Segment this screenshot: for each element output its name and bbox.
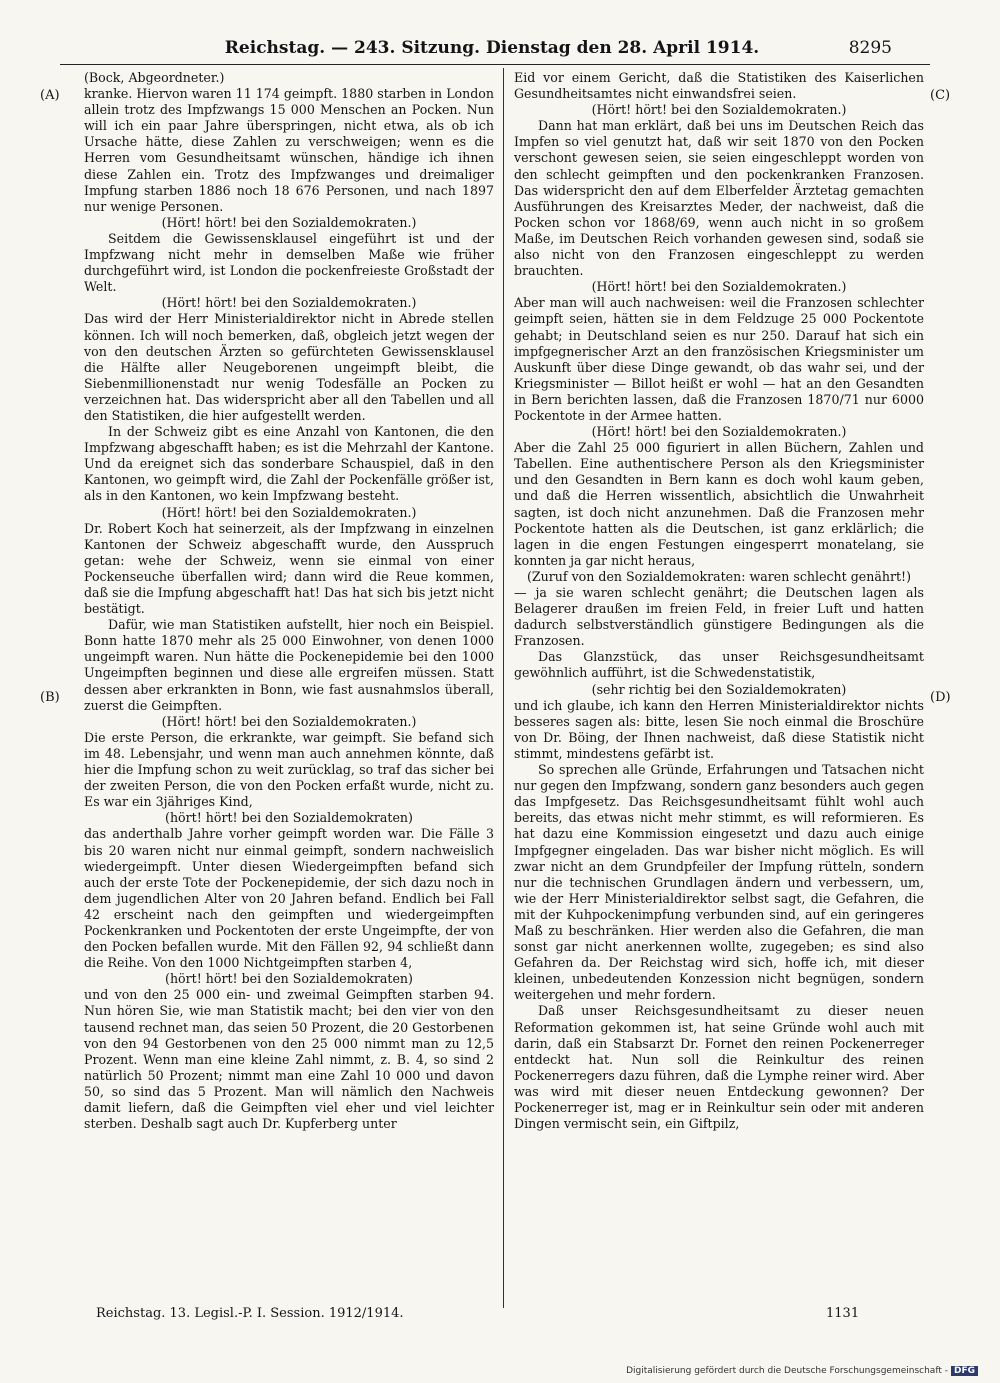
page-header: [92, 38, 892, 60]
paragraph: Das wird der Herr Ministerialdirektor nicht in Abrede stellen können. Ich will noch bemerken, daß, obgleich jetzt wegen der von den deutschen Ärzten so gefürchteten Gewissensklausel die Hälfte aller Neugeborenen ungeimpft bleibt, die Siebenmillionenstadt nur wenig Todesfälle an Pocken zu verzeichnen hat. Das widerspricht aber all den Tabellen und all den Statistiken, die hier aufgestellt werden.: [84, 311, 494, 423]
paragraph: Das Glanzstück, das unser Reichsgesundheitsamt gewöhnlich aufführt, ist die Schwedenstatistik,: [514, 649, 924, 681]
paragraph: Aber die Zahl 25 000 figuriert in allen Büchern, Zahlen und Tabellen. Eine authentischere Person als den Kriegsminister und den Gesandten in Bern kann es doch wohl kaum geben, und daß die Herren wissentlich, absichtlich die Unwahrheit sagten, ist doch nicht anzunehmen. Daß die Franzosen mehr Pockentote hatten als die Deutschen, ist ganz erklärlich; die lagen in die engen Festungen eingesperrt monatelang, sie konnten ja gar nicht heraus,: [514, 440, 924, 568]
paragraph: und von den 25 000 ein- und zweimal Geimpften starben 94. Nun hören Sie, wie man Statistik macht; bei den vier von den tausend rechnet man, das seien 50 Prozent, die 20 Gestorbenen von den 94 Gestorbenen von den 25 000 nimmt man zu 12,5 Prozent. Wenn man eine kleine Zahl nimmt, z. B. 4, so sind 2 natürlich 50 Prozent; nimmt man eine Zahl 10 000 und davon 50, so sind das 5 Prozent. Man will nämlich den Nachweis damit liefern, daß die Geimpften viel eher und viel leichter sterben. Deshalb sagt auch Dr. Kupferberg unter: [84, 987, 494, 1132]
paragraph: So sprechen alle Gründe, Erfahrungen und Tatsachen nicht nur gegen den Impfzwang, sondern ganz besonders auch gegen das Impfgesetz. Das Reichsgesundheitsamt fühlt wohl auch bereits, das etwas nicht mehr stimmt, es will reformieren. Es hat dazu eine Kommission eingesetzt und dazu auch einige Impfgegner eingeladen. Das war bisher nicht möglich. Es will zwar nicht an dem Grundpfeiler der Impfung rütteln, sondern nur die technischen Grundlagen ändern und verbessern, um, wie der Herr Ministerialdirektor selbst sagt, die Gefahren, die mit der Kuhpockenimpfung verbunden sind, auf ein geringeres Maß zu beschränken. Hier werden also die Gefahren, die man sonst gar nicht anerkennen wollte, zugegeben; es sind also Gefahren da. Der Reichstag wird sich, hoffe ich, mit dieser kleinen, unbedeutenden Konzession nicht begnügen, sondern weitergehen und mehr fordern.: [514, 762, 924, 1003]
paragraph: Aber man will auch nachweisen: weil die Franzosen schlechter geimpft seien, hätten sie in dem Feldzuge 25 000 Pockentote gehabt; in Deutschland seien es nur 250. Darauf hat sich ein impfgegnerischer Arzt an den französischen Kriegsminister um Auskunft über diese Dinge gewandt, ob das wahr sei, und der Kriegsminister — Billot heißt er wohl — hat an den Gesandten in Bern berichten lassen, daß die Franzosen 1870/71 nur 6000 Pockentote in der Armee hatten.: [514, 295, 924, 423]
right-column: [514, 70, 924, 1296]
paragraph: — ja sie waren schlecht genährt; die Deutschen lagen als Belagerer draußen im freien Feld, in freier Luft und hatten dadurch selbstverständlich günstigere Bedingungen als die Franzosen.: [514, 585, 924, 649]
interjection: (Hört! hört! bei den Sozialdemokraten.): [591, 424, 847, 440]
paragraph: das anderthalb Jahre vorher geimpft worden war. Die Fälle 3 bis 20 waren nicht nur einmal geimpft, sondern nachweislich wiedergeimpft. Unter diesen Wiedergeimpften befand sich auch der erste Tote der Pockenepidemie, der sich dazu noch in dem jugendlichen Alter von 20 Jahren befand. Endlich bei Fall 42 erscheint nach den geimpften und wiedergeimpften Pockenkranken und Pockentoten der erste Ungeimpfte, der von den Pocken befallen wurde. Mit den Fällen 92, 94 schließt dann die Reihe. Von den 1000 Nichtgeimpften starben 4,: [84, 826, 494, 971]
interjection: (hört! hört! bei den Sozialdemokraten): [165, 971, 413, 987]
paragraph: Dr. Robert Koch hat seinerzeit, als der Impfzwang in einzelnen Kantonen der Schweiz abgeschafft wurde, den Ausspruch getan: wehe der Schweiz, wenn sie einmal von einer Pockenseuche überfallen wird; dann wird die Reue kommen, daß sie die Impfung abgeschafft hat! Das hat sich bis jetzt nicht bestätigt.: [84, 520, 494, 617]
interjection: (hört! hört! bei den Sozialdemokraten): [165, 810, 413, 826]
footer-sheet-number: 1131: [826, 1306, 860, 1321]
column-divider: [503, 68, 504, 1308]
margin-marker-b: (B): [40, 690, 60, 705]
dfg-logo: DFG: [951, 1366, 978, 1376]
interjection: (sehr richtig bei den Sozialdemokraten): [591, 681, 847, 697]
interjection: (Hört! hört! bei den Sozialdemokraten.): [161, 504, 417, 520]
paragraph: Dafür, wie man Statistiken aufstellt, hier noch ein Beispiel. Bonn hatte 1870 mehr als 25 000 Einwohner, von denen 1000 ungeimpft waren. Nun hätte die Pockenepidemie bei den 1000 Ungeimpften beginnen und diese alle ergreifen müssen. Statt dessen aber erkrankten in Bonn, wie fast ausnahmslos überall, zuerst die Geimpften.: [84, 617, 494, 713]
margin-marker-c: (C): [930, 88, 951, 103]
margin-marker-a: (A): [40, 88, 60, 103]
paragraph: und ich glaube, ich kann den Herren Ministerialdirektor nichts besseres sagen als: bitte, lesen Sie noch einmal die Broschüre von Dr. Böing, der Ihnen nachweist, daß diese Statistik nicht stimmt, mindestens gefärbt ist.: [514, 697, 924, 761]
page-title: Reichstag. — 243. Sitzung. Dienstag den 28. April 1914.: [224, 38, 760, 58]
interjection: (Hört! hört! bei den Sozialdemokraten.): [591, 279, 847, 295]
header-rule: [60, 64, 930, 65]
interjection: (Hört! hört! bei den Sozialdemokraten.): [161, 295, 417, 311]
digitization-credit: [626, 1366, 978, 1376]
page-number: 8295: [848, 38, 892, 58]
paragraph: In der Schweiz gibt es eine Anzahl von Kantonen, die den Impfzwang abgeschafft haben; es ist die Mehrzahl der Kantone. Und da ereignet sich das sonderbare Schauspiel, daß in den Kantonen, wo geimpft wird, die Zahl der Pockenfälle größer ist, als in den Kantonen, wo kein Impfzwang besteht.: [84, 424, 494, 504]
interjection: (Hört! hört! bei den Sozialdemokraten.): [161, 214, 417, 230]
paragraph: Daß unser Reichsgesundheitsamt zu dieser neuen Reformation gekommen ist, hat seine Gründe wohl auch mit darin, daß ein Stabsarzt Dr. Fornet den reinen Pockenerreger entdeckt hat. Nun soll die Reinkultur des reinen Pockenerregers dazu führen, daß die Lymphe reiner wird. Aber was wird mit dieser neuen Entdeckung gewonnen? Der Pockenerreger ist, mag er in Reinkultur sein oder mit anderen Dingen vermischt sein, ein Giftpilz,: [514, 1003, 924, 1132]
paragraph: Seitdem die Gewissensklausel eingeführt ist und der Impfzwang nicht mehr in demselben Maße wie früher durchgeführt wird, ist London die pockenfreieste Großstadt der Welt.: [84, 230, 494, 295]
paragraph: kranke. Hiervon waren 11 174 geimpft. 1880 starben in London allein trotz des Impfzwangs 15 000 Menschen an Pocken. Nun will ich ein paar Jahre überspringen, nicht etwa, als ob ich Ursache hätte, diese Zahlen zu verschweigen; wenn es die Herren vom Gesundheitsamt wünschen, händige ich ihnen diese Zahlen ein. Trotz des Impfzwanges und dreimaliger Impfung starben 1886 noch 18 676 Personen, und nach 1897 nur wenige Personen.: [84, 86, 494, 214]
speaker-label: (Bock, Abgeordneter.): [84, 70, 225, 85]
interjection: (Zuruf von den Sozialdemokraten: waren schlecht genährt!): [527, 568, 911, 584]
margin-marker-d: (D): [930, 690, 951, 705]
footer-session-info: Reichstag. 13. Legisl.-P. I. Session. 1912/1914.: [96, 1306, 404, 1321]
credit-text: Digitalisierung gefördert durch die Deutsche Forschungsgemeinschaft -: [626, 1366, 948, 1376]
paragraph: Dann hat man erklärt, daß bei uns im Deutschen Reich das Impfen so viel genutzt hat, daß wir seit 1870 von den Pocken verschont gewesen seien, sie seien eingeschleppt worden von den schlecht geimpften und den pockenkranken Franzosen. Das widerspricht den auf dem Elberfelder Ärztetag gemachten Ausführungen des Kreisarztes Meder, der nachweist, daß die Pocken schon vor 1868/69, wenn auch nicht in so großem Maße, im Deutschen Reich vorhanden gewesen sind, sodaß sie also nicht von den Franzosen eingeschleppt zu werden brauchten.: [514, 118, 924, 279]
interjection: (Hört! hört! bei den Sozialdemokraten.): [591, 102, 847, 118]
paragraph: Die erste Person, die erkrankte, war geimpft. Sie befand sich im 48. Lebensjahr, und wenn man auch annehmen könnte, daß hier die Impfung schon zu weit zurücklag, so traf das sicher bei der zweiten Person, die von den Pocken erfaßt wurde, nicht zu. Es war ein 3jähriges Kind,: [84, 729, 494, 810]
interjection: (Hört! hört! bei den Sozialdemokraten.): [161, 713, 417, 729]
paragraph: Eid vor einem Gericht, daß die Statistiken des Kaiserlichen Gesundheitsamtes nicht einwandsfrei seien.: [514, 70, 924, 102]
left-column: [84, 70, 494, 1296]
